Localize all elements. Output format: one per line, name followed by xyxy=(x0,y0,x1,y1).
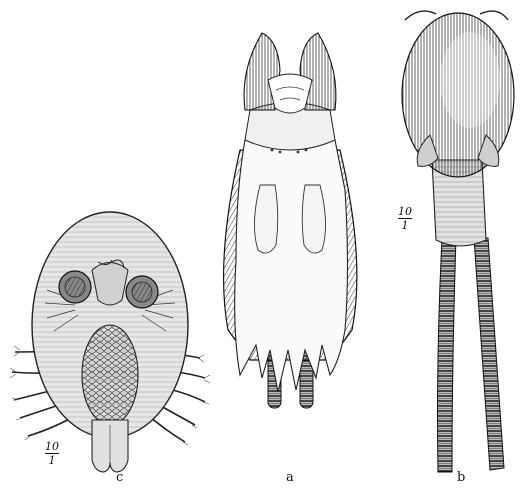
figure-a-specimen xyxy=(224,33,357,408)
scale-marker-c xyxy=(45,441,59,466)
figure-b-specimen xyxy=(402,11,514,472)
scale-c-denominator: 1 xyxy=(48,454,56,467)
scale-b-numerator: 10 xyxy=(398,205,412,218)
scale-marker-b xyxy=(398,206,412,231)
figure-label-c: c xyxy=(116,470,124,485)
figure-c-specimen xyxy=(10,212,210,472)
figure-label-b: b xyxy=(457,470,466,485)
figure-label-a: a xyxy=(286,470,294,485)
scale-b-denominator: 1 xyxy=(401,219,409,232)
scale-c-numerator: 10 xyxy=(45,440,59,453)
